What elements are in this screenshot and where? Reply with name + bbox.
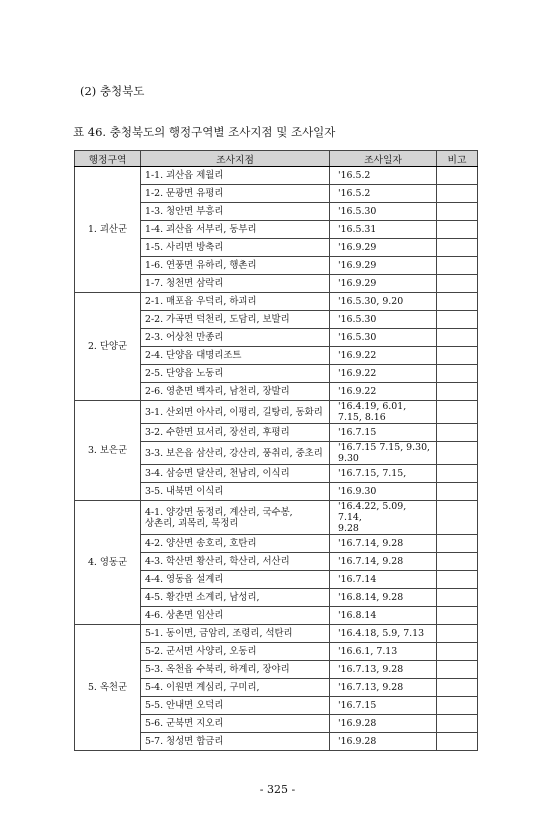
- date-cell: '16.5.30, 9.20: [330, 293, 437, 311]
- date-cell: '16.7.15 7.15, 9.30, 9.30: [330, 442, 437, 465]
- header-region: 행정구역: [75, 151, 141, 167]
- site-cell: 2-4. 단양읍 대명리조트: [141, 347, 330, 365]
- date-cell: '16.4.18, 5.9, 7.13: [330, 625, 437, 643]
- header-note: 비고: [437, 151, 478, 167]
- survey-table: [74, 150, 478, 751]
- site-cell: 2-6. 영춘면 백자리, 남천리, 장발리: [141, 383, 330, 401]
- region-cell: 4. 영동군: [75, 501, 141, 625]
- note-cell: [437, 221, 478, 239]
- date-cell: '16.4.19, 6.01, 7.15, 8.16: [330, 401, 437, 424]
- note-cell: [437, 239, 478, 257]
- date-cell: '16.5.30: [330, 311, 437, 329]
- header-site: 조사지점: [141, 151, 330, 167]
- note-cell: [437, 571, 478, 589]
- date-cell: '16.9.30: [330, 483, 437, 501]
- site-cell: 3-4. 삼승면 달산리, 천남리, 이식리: [141, 465, 330, 483]
- site-cell: 5-1. 동이면, 금암리, 조령리, 석탄리: [141, 625, 330, 643]
- note-cell: [437, 185, 478, 203]
- site-cell: 2-1. 매포읍 우덕리, 하괴리: [141, 293, 330, 311]
- date-cell: '16.5.2: [330, 185, 437, 203]
- note-cell: [437, 535, 478, 553]
- table-body: [75, 167, 478, 751]
- note-cell: [437, 465, 478, 483]
- site-cell: 4-5. 황간면 소계리, 남성리,: [141, 589, 330, 607]
- note-cell: [437, 365, 478, 383]
- site-cell: 3-1. 산외면 아사리, 이평리, 길탕리, 동화리: [141, 401, 330, 424]
- header-date: 조사일자: [330, 151, 437, 167]
- site-cell: 5-3. 옥천읍 수북리, 하계리, 장야리: [141, 661, 330, 679]
- note-cell: [437, 715, 478, 733]
- site-cell: 5-4. 이원면 계심리, 구미리,: [141, 679, 330, 697]
- table-row: [75, 501, 478, 535]
- page-number: - 325 -: [259, 783, 296, 796]
- date-cell: '16.8.14: [330, 607, 437, 625]
- site-cell: 5-6. 군북면 지오리: [141, 715, 330, 733]
- table-row: [75, 625, 478, 643]
- date-cell: '16.7.15: [330, 424, 437, 442]
- note-cell: [437, 442, 478, 465]
- site-cell: 1-6. 연풍면 유하리, 행촌리: [141, 257, 330, 275]
- table-header-row: [75, 151, 478, 167]
- region-cell: 3. 보은군: [75, 401, 141, 501]
- site-cell: 4-6. 상촌면 임산리: [141, 607, 330, 625]
- note-cell: [437, 293, 478, 311]
- date-cell: '16.7.14, 9.28: [330, 535, 437, 553]
- date-cell: '16.8.14, 9.28: [330, 589, 437, 607]
- note-cell: [437, 203, 478, 221]
- site-cell: 4-3. 학산면 황산리, 학산리, 서산리: [141, 553, 330, 571]
- note-cell: [437, 589, 478, 607]
- site-cell: 2-2. 가곡면 덕천리, 도담리, 보발리: [141, 311, 330, 329]
- region-cell: 5. 옥천군: [75, 625, 141, 751]
- date-cell: '16.9.29: [330, 257, 437, 275]
- site-cell: 5-2. 군서면 사양리, 오동리: [141, 643, 330, 661]
- site-cell: 4-1. 양강면 동정리, 계산리, 국수봉, 상촌리, 괴목리, 묵정리: [141, 501, 330, 535]
- date-cell: '16.5.30: [330, 329, 437, 347]
- note-cell: [437, 661, 478, 679]
- table-caption: 표 46. 충청북도의 행정구역별 조사지점 및 조사일자: [73, 125, 336, 139]
- region-cell: 1. 괴산군: [75, 167, 141, 293]
- table-row: [75, 293, 478, 311]
- date-cell: '16.9.28: [330, 715, 437, 733]
- site-cell: 4-2. 양산면 송호리, 호탄리: [141, 535, 330, 553]
- date-cell: '16.4.22, 5.09, 7.14, 9.28: [330, 501, 437, 535]
- region-cell: 2. 단양군: [75, 293, 141, 401]
- site-cell: 2-3. 어상천 만종리: [141, 329, 330, 347]
- date-cell: '16.7.14: [330, 571, 437, 589]
- table-row: [75, 167, 478, 185]
- site-cell: 3-2. 수한면 묘서리, 장선리, 후평리: [141, 424, 330, 442]
- site-cell: 1-1. 괴산읍 제월리: [141, 167, 330, 185]
- note-cell: [437, 383, 478, 401]
- site-cell: 4-4. 영동읍 설계리: [141, 571, 330, 589]
- note-cell: [437, 311, 478, 329]
- note-cell: [437, 733, 478, 751]
- site-cell: 5-7. 청성면 합금리: [141, 733, 330, 751]
- date-cell: '16.7.13, 9.28: [330, 679, 437, 697]
- note-cell: [437, 257, 478, 275]
- site-cell: 2-5. 단양읍 노동리: [141, 365, 330, 383]
- site-cell: 1-2. 문광면 유평리: [141, 185, 330, 203]
- note-cell: [437, 329, 478, 347]
- date-cell: '16.9.22: [330, 365, 437, 383]
- note-cell: [437, 483, 478, 501]
- date-cell: '16.9.22: [330, 383, 437, 401]
- note-cell: [437, 401, 478, 424]
- site-cell: 1-3. 청안면 부흥리: [141, 203, 330, 221]
- site-cell: 3-5. 내북면 이식리: [141, 483, 330, 501]
- site-cell: 1-5. 사리면 방축리: [141, 239, 330, 257]
- note-cell: [437, 347, 478, 365]
- note-cell: [437, 679, 478, 697]
- note-cell: [437, 167, 478, 185]
- site-cell: 1-7. 청천면 삼락리: [141, 275, 330, 293]
- note-cell: [437, 424, 478, 442]
- date-cell: '16.7.15, 7.15,: [330, 465, 437, 483]
- date-cell: '16.5.31: [330, 221, 437, 239]
- note-cell: [437, 625, 478, 643]
- table-row: [75, 401, 478, 424]
- site-cell: 3-3. 보은읍 삼산리, 강산리, 풍취리, 중초리: [141, 442, 330, 465]
- date-cell: '16.7.15: [330, 697, 437, 715]
- note-cell: [437, 643, 478, 661]
- date-cell: '16.7.14, 9.28: [330, 553, 437, 571]
- site-cell: 5-5. 안내면 오덕리: [141, 697, 330, 715]
- date-cell: '16.9.22: [330, 347, 437, 365]
- note-cell: [437, 697, 478, 715]
- date-cell: '16.9.28: [330, 733, 437, 751]
- site-cell: 1-4. 괴산읍 서부리, 동부리: [141, 221, 330, 239]
- note-cell: [437, 501, 478, 535]
- date-cell: '16.9.29: [330, 239, 437, 257]
- note-cell: [437, 553, 478, 571]
- date-cell: '16.5.30: [330, 203, 437, 221]
- date-cell: '16.7.13, 9.28: [330, 661, 437, 679]
- note-cell: [437, 607, 478, 625]
- section-heading: (2) 충청북도: [80, 84, 145, 98]
- date-cell: '16.6.1, 7.13: [330, 643, 437, 661]
- note-cell: [437, 275, 478, 293]
- date-cell: '16.9.29: [330, 275, 437, 293]
- date-cell: '16.5.2: [330, 167, 437, 185]
